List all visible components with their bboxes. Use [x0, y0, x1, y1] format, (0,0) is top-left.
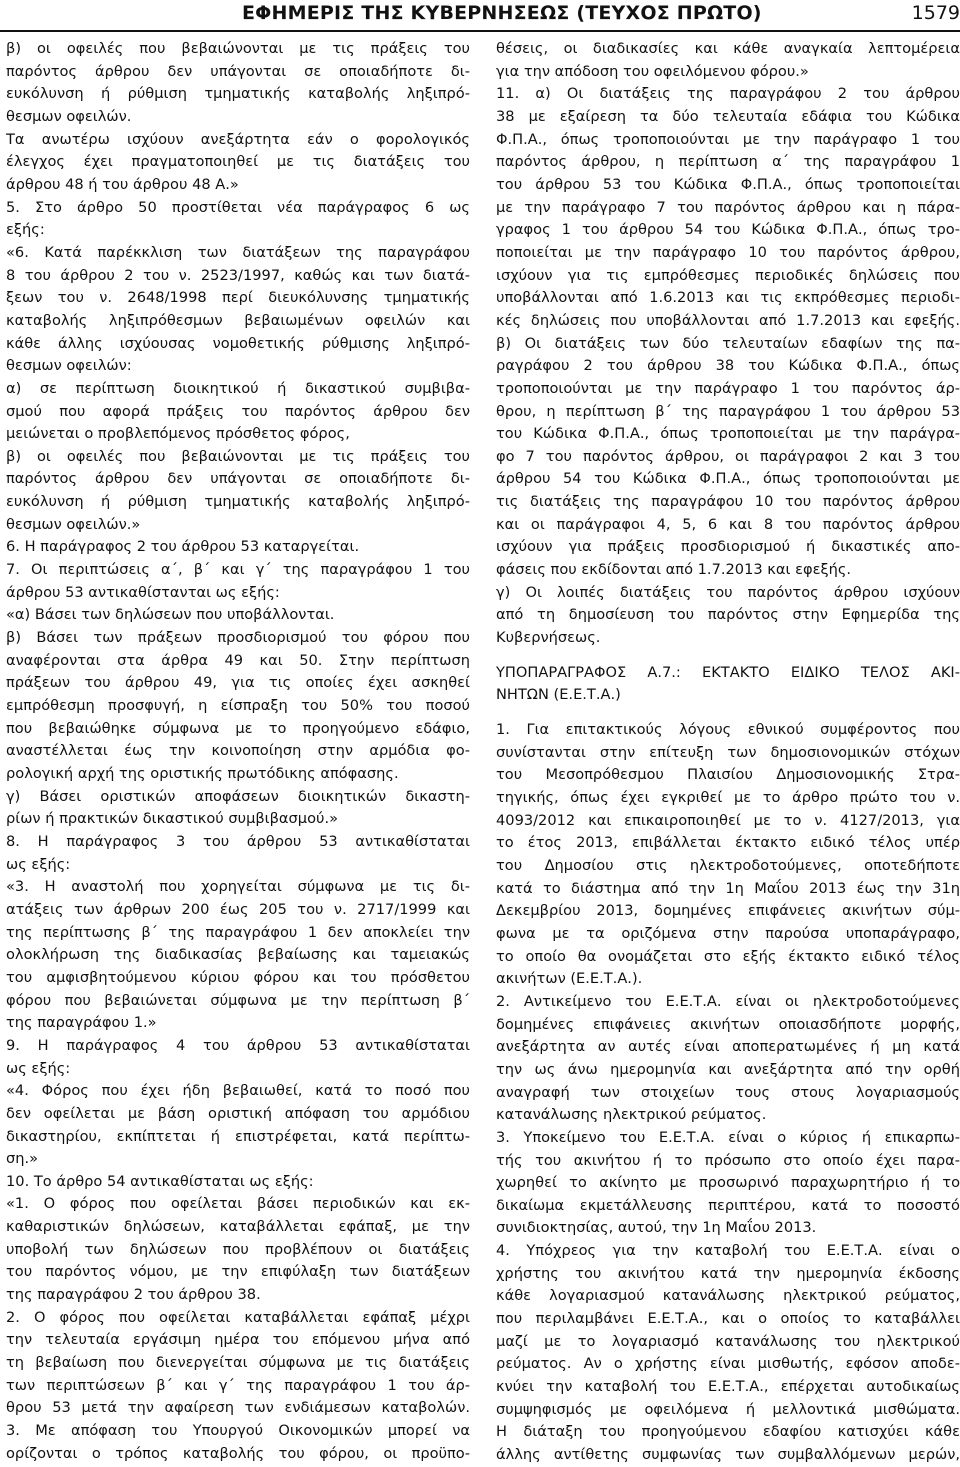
- text-line: που περιλαμβάνει Ε.Ε.Τ.Α., και ο οποίος το καταβάλλει: [496, 1310, 960, 1328]
- gazette-title: ΕΦΗΜΕΡΙΣ ΤΗΣ ΚΥΒΕΡΝΗΣΕΩΣ (ΤΕΥΧΟΣ ΠΡΩΤΟ): [242, 2, 762, 24]
- subparagraph-heading: ΥΠΟΠΑΡΑΓΡΑΦΟΣ Α.7.: ΕΚΤΑΚΤΟ ΕΙΔΙΚΟ ΤΕΛΟΣ ΑΚΙ-: [496, 663, 960, 681]
- text-line: παρόντος άρθρου, η περίπτωση α΄ της παραγράφου 1: [496, 153, 960, 171]
- text-line: ορίζονται ο τρόπος καταβολής του φόρου, οι προϋπο-: [6, 1444, 470, 1462]
- subparagraph-heading: ΝΗΤΩΝ (Ε.Ε.Τ.Α.): [496, 686, 621, 704]
- text-line: σμού που αφορά πράξεις του παρόντος άρθρου δεν: [6, 402, 470, 420]
- text-line: του Δημοσίου στις ηλεκτροδοτούμενες, οποτεδήποτε: [496, 856, 960, 874]
- text-line: τη βεβαίωση που διενεργείται σύμφωνα με τις διατάξεις: [6, 1354, 470, 1372]
- text-line: ευκόλυνση ή ρύθμιση τμηματικής καταβολής ληξιπρό-: [6, 85, 470, 103]
- text-line: μειώνεται ο προβλεπόμενος πρόσθετος φόρος,: [6, 425, 350, 443]
- text-line: του παρόντος νόμου, με την επιφύλαξη των διατάξεων: [6, 1263, 470, 1281]
- text-line: ση.»: [6, 1150, 39, 1168]
- text-line: α) σε περίπτωση διοικητικού ή δικαστικού συμβιβα-: [6, 379, 470, 397]
- text-line: άρθρου 53 αντικαθίστανται ως εξής:: [6, 583, 280, 601]
- text-line: γ) Οι λοιπές διατάξεις του παρόντος άρθρου ισχύουν: [496, 583, 960, 601]
- text-line: θεσμων οφειλών:: [6, 357, 132, 375]
- text-line: συνίστανται στην επίτευξη των δημοσιονομικών στόχων: [496, 743, 960, 761]
- text-line: από τη δημοσίευση του παρόντος στην Εφημερίδα της: [496, 606, 960, 624]
- text-line: 4. Υπόχρεος για την καταβολή του Ε.Ε.Τ.Α. είναι ο: [496, 1242, 960, 1260]
- text-line: ως εξής:: [6, 855, 71, 873]
- text-line: ανεξάρτητα αν αυτές είναι αποπερατωμένες ή μη κατά: [496, 1038, 960, 1056]
- text-line: 3. Υποκείμενο του Ε.Ε.Τ.Α. είναι ο κύριος ή επικαρπω-: [496, 1128, 960, 1146]
- text-line: ευκόλυνση ή ρύθμιση τμηματικής καταβολής ληξιπρό-: [6, 493, 470, 511]
- text-line: υποβολή των δηλώσεων που προβλέπουν οι διατάξεις: [6, 1240, 470, 1258]
- left-column: [6, 38, 470, 1465]
- text-line: 3. Με απόφαση του Υπουργού Οικονομικών μπορεί να: [6, 1422, 470, 1440]
- page-number: 1579: [911, 2, 960, 24]
- text-line: 6. Η παράγραφος 2 του άρθρου 53 καταργείται.: [6, 538, 360, 556]
- text-line: αναγραφή των στοιχείων τους στους λογαριασμούς: [496, 1083, 960, 1101]
- text-line: 7. Οι περιπτώσεις α΄, β΄ και γ΄ της παραγράφου 1 του: [6, 561, 470, 579]
- text-line: το έτος 2013, επιβάλλεται έκτακτο ειδικό τέλος υπέρ: [496, 834, 960, 852]
- text-line: συμψηφισμός με οφειλόμενα ή μελλοντικά μισθώματα.: [496, 1400, 960, 1418]
- text-line: εμπρόθεσμη προσφυγή, η είσπραξη του 50% του ποσού: [6, 697, 470, 715]
- text-line: καταβολής ληξιπρόθεσμων βεβαιωμένων οφειλών και: [6, 311, 470, 329]
- text-line: την ως άνω ημερομηνία και ανεξάρτητα από την ορθή: [496, 1060, 960, 1078]
- text-line: 8. Η παράγραφος 3 του άρθρου 53 αντικαθίσταται: [6, 832, 470, 850]
- text-line: β) οι οφειλές που βεβαιώνονται με τις πράξεις του: [6, 40, 470, 57]
- text-line: το οποίο θα ονομάζεται στο εξής έκτακτο ειδικό τέλος: [496, 947, 960, 965]
- text-line: 2. Ο φόρος που οφείλεται καταβάλλεται εφάπαξ μέχρι: [6, 1308, 470, 1326]
- text-line: δικαστηρίου, εκπίπτεται ή επιστρέφεται, κατά περίπτω-: [6, 1127, 470, 1145]
- text-line: δεν οφείλεται με βάση οριστική απόφαση του αρμόδιου: [6, 1104, 470, 1122]
- text-line: 10. Το άρθρο 54 αντικαθίσταται ως εξής:: [6, 1172, 314, 1190]
- text-line: φο 7 του παρόντος άρθρου, οι παράγραφοι 2 και 3 του: [496, 447, 960, 465]
- text-line: «1. Ο φόρος που οφείλεται βάσει περιοδικών και εκ-: [6, 1195, 470, 1213]
- text-line: ολοκλήρωση της διαδικασίας βεβαίωσης και ταμειακώς: [6, 946, 470, 964]
- text-line: «6. Κατά παρέκκλιση των διατάξεων της παραγράφου: [6, 243, 470, 261]
- text-line: Δεκεμβρίου 2013, δομημένες επιφάνειες ακινήτων σύμ-: [496, 902, 960, 920]
- text-line: δομημένες επιφάνειες ακινήτων οποιασδήποτε μορφής,: [496, 1015, 960, 1033]
- text-line: φωνα με τα οριζόμενα στην παρούσα υποπαράγραφο,: [496, 924, 960, 942]
- text-line: «3. Η αναστολή που χορηγείται σύμφωνα με τις δι-: [6, 878, 470, 896]
- text-line: τής του ακινήτου ή το πρόσωπο στο οποίο έχει παρα-: [496, 1151, 960, 1169]
- text-line: άρθρου 54 του Κώδικα Φ.Π.Α., όπως τροποποιούνται με: [496, 470, 960, 488]
- text-line: με την παράγραφο 7 του παρόντος άρθρου και η πάρα-: [496, 198, 960, 216]
- text-line: 4093/2012 και επικαιροποιηθεί με το ν. 4127/2013, για: [496, 811, 960, 829]
- text-line: 11. α) Οι διατάξεις της παραγράφου 2 του άρθρου: [496, 85, 960, 103]
- text-line: θεσμων οφειλών.: [6, 107, 132, 125]
- text-line: των περιπτώσεων β΄ και γ΄ της παραγράφου 1 του άρ-: [6, 1376, 470, 1394]
- text-line: Η διάταξη του προηγούμενου εδαφίου κατισχύει κάθε: [496, 1423, 960, 1441]
- text-line: κνύει την καταβολή του Ε.Ε.Τ.Α., επέρχεται αυτοδικαίως: [496, 1378, 960, 1396]
- text-line: ατάξεις των άρθρων 200 έως 205 του ν. 2717/1999 και: [6, 900, 470, 918]
- text-line: θέσεις, οι διαδικασίες και κάθε αναγκαία λεπτομέρεια: [496, 40, 960, 57]
- text-line: καθαριστικών δηλώσεων, καταβάλλεται εφάπαξ, με την: [6, 1218, 470, 1236]
- text-line: άρθρου 48 ή του άρθρου 48 Α.»: [6, 175, 239, 193]
- text-line: 2. Αντικείμενο του Ε.Ε.Τ.Α. είναι οι ηλεκτροδοτούμενες: [496, 992, 960, 1010]
- text-line: του άρθρου 53 του Κώδικα Φ.Π.Α., όπως τροποποιείται: [496, 175, 960, 193]
- text-line: 38 με εξαίρεση τα δύο τελευταία εδάφια του Κώδικα: [496, 107, 960, 125]
- text-line: για την απόδοση του οφειλόμενου φόρου.»: [496, 62, 809, 80]
- text-line: ρίων ή πρακτικών δικαστικού συμβιβασμού.»: [6, 810, 339, 828]
- text-line: β) οι οφειλές που βεβαιώνονται με τις πράξεις του: [6, 447, 470, 465]
- text-line: φόρου που βεβαιώνεται σύμφωνα με την περίπτωση β΄: [6, 991, 470, 1009]
- right-column: [496, 38, 960, 1467]
- text-line: κές δηλώσεις που υποβάλλονται από 1.7.2013 και εφεξής.: [496, 311, 960, 329]
- text-line: κατά το διάστημα από την 1η Μαΐου 2013 έως την 31η: [496, 879, 960, 897]
- text-line: που βεβαιώθηκε σύμφωνα με το προηγούμενο εδάφιο,: [6, 719, 470, 737]
- text-line: της παραγράφου 1.»: [6, 1014, 157, 1032]
- text-line: τροποποιούνται με την παράγραφο 1 του παρόντος άρ-: [496, 379, 960, 397]
- text-line: 1. Για επιτακτικούς λόγους εθνικού συμφέροντος που: [496, 721, 960, 739]
- text-line: ρολογική αρχή της οριστικής πρωτόδικης απόφασης.: [6, 765, 399, 782]
- text-line: θρου 53 μετά την αφαίρεση των ενδιάμεσων καταβολών.: [6, 1399, 470, 1417]
- text-line: «4. Φόρος που έχει ήδη βεβαιωθεί, κατά το ποσό που: [6, 1082, 470, 1100]
- text-line: 8 του άρθρου 2 του ν. 2523/1997, καθώς και των διατά-: [6, 266, 470, 284]
- text-line: φάσεις που εκδίδονται από 1.7.2013 και εφεξής.: [496, 561, 852, 579]
- text-line: θεσμων οφειλών.»: [6, 515, 141, 533]
- text-line: συνιδιοκτησίας, αυτού, την 1η Μαΐου 2013.: [496, 1219, 817, 1237]
- text-line: κάθε λογαριασμού κατανάλωσης ηλεκτρικού ρεύματος,: [496, 1287, 960, 1305]
- text-line: «α) Βάσει των δηλώσεων που υποβάλλονται.: [6, 606, 335, 624]
- text-line: Φ.Π.Α., όπως τροποποιούνται με την παράγραφο 1 του: [496, 130, 960, 148]
- text-line: Κυβερνήσεως.: [496, 629, 601, 647]
- text-line: εξής:: [6, 221, 45, 239]
- text-line: γραφος 1 του άρθρου 54 του Κώδικα Φ.Π.Α., όπως τρο-: [496, 221, 960, 239]
- text-line: αναφέρονται στα άρθρα 49 και 50. Στην περίπτωση: [6, 651, 470, 669]
- text-line: της περίπτωσης β΄ της παραγράφου 1 δεν αποκλείει την: [6, 923, 470, 941]
- text-line: του Κώδικα Φ.Π.Α., όπως τροποποιείται με την παράγρα-: [496, 425, 960, 443]
- text-line: ισχύουν για τις εμπρόθεσμες περιοδικές δηλώσεις που: [496, 266, 960, 284]
- text-line: της παραγράφου 2 του άρθρου 38.: [6, 1286, 261, 1304]
- text-line: χωρηθεί το ακίνητο με προσωρινό παραχωρητήριο ή το: [496, 1174, 960, 1192]
- text-line: 9. Η παράγραφος 4 του άρθρου 53 αντικαθίσταται: [6, 1036, 470, 1054]
- text-line: β) Βάσει των πράξεων προσδιορισμού του φόρου που: [6, 629, 470, 647]
- text-line: ξεων του ν. 2648/1998 περί διευκόλυνσης τμηματικής: [6, 289, 470, 307]
- text-line: μαζί με το λογαριασμό κατανάλωσης του ηλεκτρικού: [496, 1332, 960, 1350]
- text-line: ως εξής:: [6, 1059, 71, 1077]
- text-line: παρόντος άρθρου δεν υπάγονται σε οποιαδήποτε δι-: [6, 62, 470, 80]
- text-line: ακινήτων (Ε.Ε.Τ.Α.).: [496, 970, 643, 988]
- text-line: δικαίωμα εκμετάλλευσης περιπτέρου, κατά το ποσοστό: [496, 1196, 960, 1214]
- text-line: αναστέλλεται έως την κοινοποίηση στην αρμόδια φο-: [6, 742, 470, 760]
- text-line: τις διατάξεις της παραγράφου 10 του παρόντος άρθρου: [496, 493, 960, 511]
- text-line: ισχύουν για πράξεις προσδιορισμού ή δικαστικές απο-: [496, 538, 960, 556]
- text-line: του Μεσοπρόθεσμου Πλαισίου Δημοσιονομικής Στρα-: [496, 766, 960, 784]
- text-line: 5. Στο άρθρο 50 προστίθεται νέα παράγραφος 6 ως: [6, 198, 470, 216]
- text-line: πράξεων του άρθρου 49, για τις οποίες έχει ασκηθεί: [6, 674, 470, 692]
- text-line: ρεύματος. Αν ο χρήστης είναι μισθωτής, εφόσον αποδε-: [496, 1355, 960, 1373]
- text-line: θρου, η περίπτωση β΄ της παραγράφου 1 του άρθρου 53: [496, 402, 960, 420]
- text-line: χρήστης του ακινήτου κατά την ημερομηνία έκδοσης: [496, 1264, 960, 1282]
- page-header: [0, 0, 960, 32]
- text-line: έλεγχος έχει πραγματοποιηθεί με τις διατάξεις του: [6, 153, 470, 171]
- text-line: κάθε άλλης ισχύουσας νομοθετικής ρύθμισης ληξιπρό-: [6, 334, 470, 352]
- text-line: γ) Βάσει οριστικών αποφάσεων διοικητικών δικαστη-: [6, 787, 470, 805]
- text-line: Τα ανωτέρω ισχύουν ανεξάρτητα εάν ο φορολογικός: [6, 130, 470, 148]
- text-line: ραγράφου 2 του άρθρου 38 του Κώδικα Φ.Π.Α., όπως: [496, 357, 960, 375]
- text-line: ποποιείται με την παράγραφο 10 του παρόντος άρθρου,: [496, 243, 960, 261]
- text-line: παρόντος άρθρου δεν υπάγονται σε οποιαδήποτε δι-: [6, 470, 470, 488]
- text-line: β) Οι διατάξεις των δύο τελευταίων εδαφίων της πα-: [496, 334, 960, 352]
- text-line: την τελευταία εργάσιμη ημέρα του επόμενου μήνα από: [6, 1331, 470, 1349]
- text-line: κατανάλωσης ηλεκτρικού ρεύματος.: [496, 1106, 767, 1124]
- text-line: και οι παράγραφοι 4, 5, 6 και 8 του παρόντος άρθρου: [496, 515, 960, 533]
- text-line: υποβάλλονται από 1.6.2013 και τις εκπρόθεσμες περιοδι-: [496, 289, 960, 307]
- text-line: τηγικής, όπως έχει εγκριθεί με το άρθρο πρώτο του ν.: [496, 789, 960, 806]
- text-line: του αμφισβητούμενου κύριου φόρου και του πρόσθετου: [6, 968, 470, 986]
- text-line: άλλης αντίθετης συμφωνίας των συμβαλλόμενων μερών,: [496, 1446, 960, 1464]
